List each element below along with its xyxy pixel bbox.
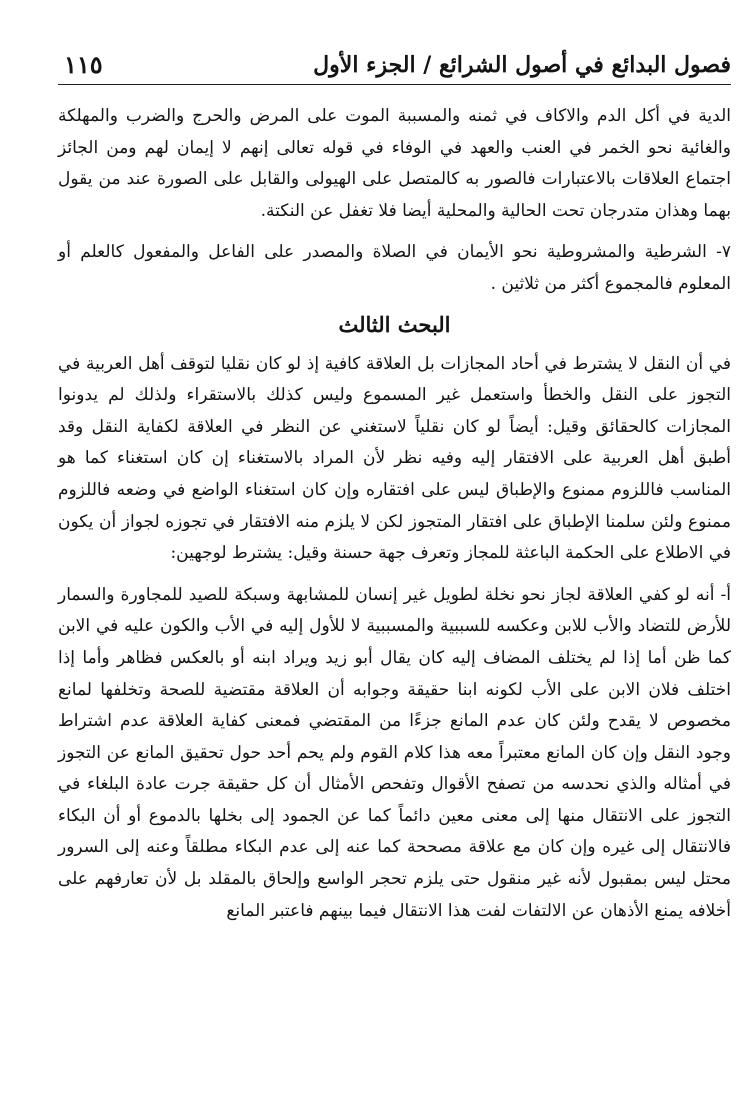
- paragraph-4: أ- أنه لو كفي العلاقة لجاز نحو نخلة لطويل غير إنسان للمشابهة وسبكة للصيد للمجاورة والسمار للأرض للتضاد والأب للابن وعكسه للسببية والمسببية لا للأول إليه في الأب والكون عليه في الابن كما ظن أما إذا لم يختلف المضاف إليه كان يقال أبو زيد ويراد ابنه أو بالعكس فظاهر وأما إذا اختلف فلان الابن على الأب لكونه ابنا حقيقة وجوابه أن العلاقة مقتضية للصحة وتخلفها لمانع مخصوص لا يقدح ولئن كان عدم المانع جزءًا من المقتضي فمعنى كفاية العلاقة عدم اشتراط وجود النقل وإن كان المانع معتبراً معه هذا كلام القوم ولم يحم أحد حول تحقيق المانع عن التجوز في أمثاله والذي نحدسه من تصفح الأقوال وتفحص الأمثال أن كل حقيقة جرت عادة البلغاء في التجوز على الانتقال منها إلى معنى معين دائماً كما عن الجمود إلى بخلها بالدموع أو أن البكاء فالانتقال إلى غيره وإن كان مع علاقة مصححة كما عنه إلى عدم البكاء مطلقاً وعنه إلى السرور محتل ليس بمقبول لأنه غير منقول حتى يلزم تحجر الواسع وإلحاق بالمقلد بل لأن تعارفهم على أخلافه يمنع الأذهان عن الالتفات لفت هذا الانتقال فيما بينهم فاعتبر المانع: [58, 584, 731, 921]
- body-text: [58, 101, 731, 927]
- section-heading: البحث الثالث: [338, 311, 451, 337]
- header-title: فصول البدائع في أصول الشرائع / الجزء الأول: [313, 52, 731, 78]
- paragraph-2: ٧- الشرطية والمشروطية نحو الأيمان في الصلاة والمصدر على الفاعل والمفعول كالعلم أو المعلوم فالمجموع أكثر من ثلاثين .: [58, 242, 731, 294]
- book-page: [58, 48, 731, 927]
- paragraph-3: في أن النقل لا يشترط في أحاد المجازات بل العلاقة كافية إذ لو كان نقليا لتوقف أهل العربية في التجوز على النقل والخطأ واستعمل غير المسموع وليس كذلك بالاستقراء ولذلك لم يدونوا المجازات كالحقائق وقيل: أيضاً لو كان نقلياً لاستغني عن النظر في العلاقة لكفاية النقل وقد أطبق أهل العربية على الافتقار إليه وفيه نظر لأن المراد بالاستغناء إن كان استغناء كما هو المناسب فاللزوم ممنوع والإطباق ليس على افتقاره وإن كان استغناء الواضع في وضعه فاللزوم ممنوع ولئن سلمنا الإطباق على افتقار المتجوز لكن لا يلزم منه الافتقار في تجوزه لجواز أن يكون في الاطلاع على الحكمة الباعثة للمجاز وتعرف جهة حسنة وقيل: يشترط لوجهين:: [58, 353, 731, 564]
- running-header: [58, 48, 731, 85]
- page-number: ١١٥: [64, 50, 103, 79]
- paragraph-1: الدية في أكل الدم والاكاف في ثمنه والمسببة الموت على المرض والحرج والضرب والمهلكة والغائية نحو الخمر في العنب والعهد في الوفاء في قوله تعالى إنهم لا إيمان لهم ومن الجائز اجتماع العلاقات بالاعتبارات فالصور به كالمتصل على الهيولى والقابل على الصورة عند من يقول بهما وهذان متدرجان تحت الحالية والمحلية أيضا فلا تغفل عن النكتة.: [58, 106, 731, 221]
